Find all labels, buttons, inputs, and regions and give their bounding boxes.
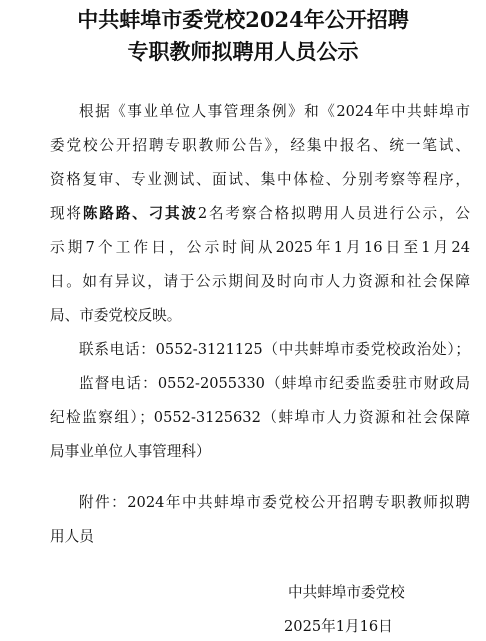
para1-line-1: 根据《事业单位人事管理条例》和《2024年中共蚌埠市	[79, 103, 470, 120]
attachment-line-2: 用人员	[50, 528, 94, 545]
title-line-1: 中共蚌埠市委党校2024年公开招聘	[77, 7, 409, 32]
para1-line-4-pre: 现将	[50, 205, 83, 222]
candidate-names: 陈路路、刁其波	[82, 205, 198, 222]
para1-line-4-post: 2名考察合格拟聘用人员进行公示，公	[197, 205, 470, 222]
supervision-phone-line-3: 局事业单位人事管理科）	[50, 443, 211, 460]
para1-line-4	[50, 204, 470, 224]
signature-org: 中共蚌埠市委党校	[288, 584, 405, 601]
para1-line-7: 局、市委党校反映。	[50, 307, 182, 324]
attachment-line-1: 附件：2024年中共蚌埠市委党校公开招聘专职教师拟聘	[79, 494, 470, 511]
supervision-phone-line-2: 纪检监察组）；0552-3125632（蚌埠市人力资源和社会保障	[50, 409, 470, 426]
contact-phone: 联系电话：0552-3121125（中共蚌埠市委党校政治处）；	[79, 341, 470, 358]
signature-date: 2025年1月16日	[284, 618, 393, 635]
para1-line-5: 示期7个工作日，公示时间从2025年1月16日至1月24	[50, 239, 470, 256]
para1-line-6: 日。如有异议，请于公示期间及时向市人力资源和社会保障	[50, 273, 470, 290]
para1-line-2: 委党校公开招聘专职教师公告》，经集中报名、统一笔试、	[50, 137, 470, 154]
supervision-phone-line-1: 监督电话：0552-2055330（蚌埠市纪委监委驻市财政局	[79, 375, 470, 392]
para1-line-3: 资格复审、专业测试、面试、集中体检、分别考察等程序，	[50, 171, 470, 188]
title-line-2: 专职教师拟聘用人员公示	[127, 39, 359, 64]
